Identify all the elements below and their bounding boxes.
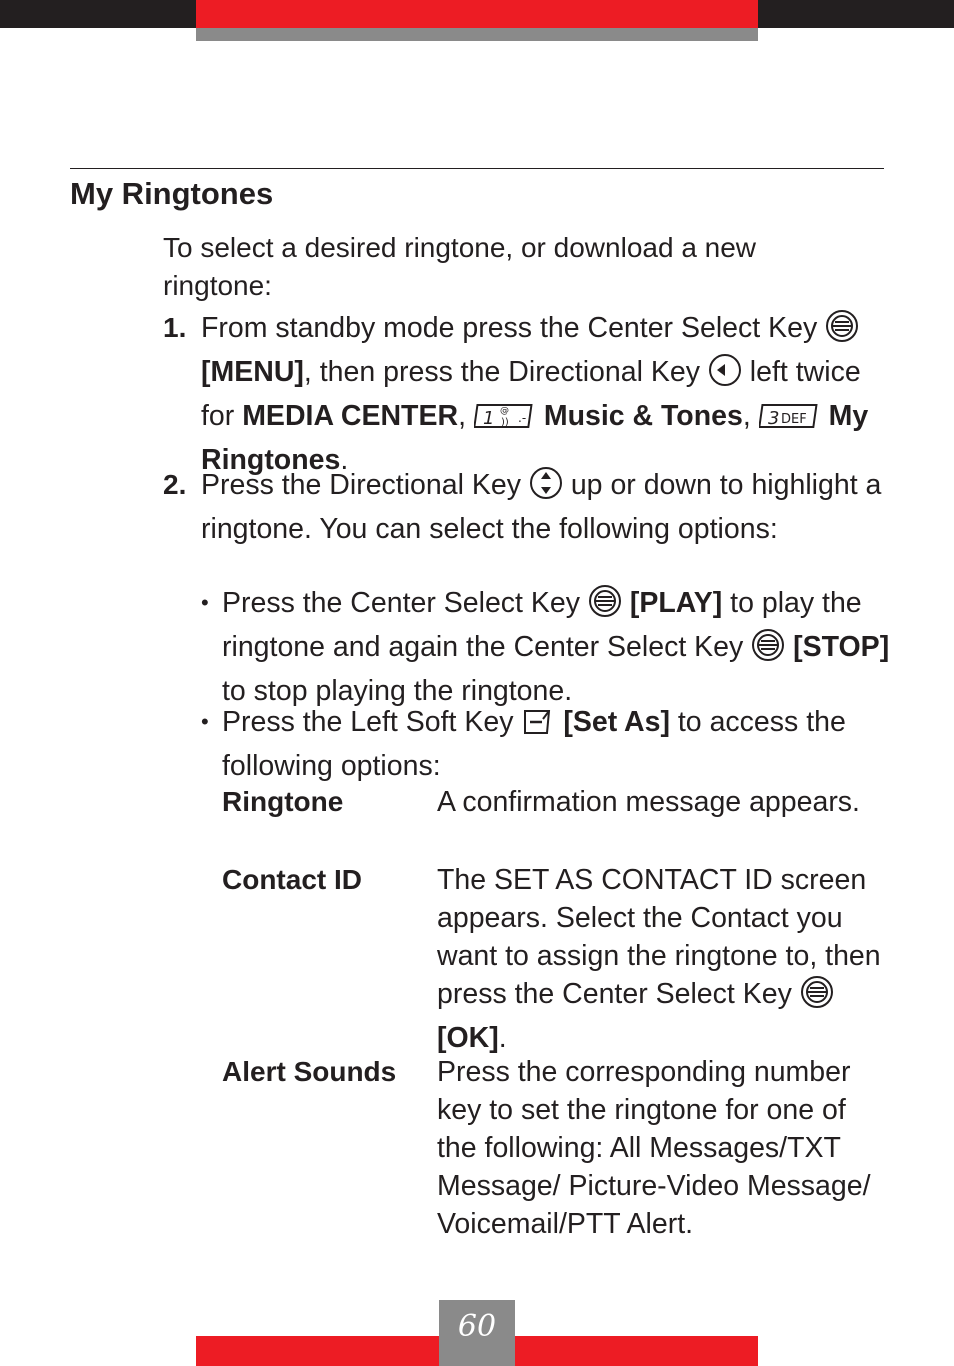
directional-key-left-icon bbox=[708, 353, 742, 397]
key-1-icon bbox=[474, 401, 536, 441]
bullet-text: to play the ringtone and again the Center Select Key bbox=[222, 587, 862, 663]
bullet-text: to stop playing the ringtone. bbox=[222, 675, 573, 707]
stop-key-label: [STOP] bbox=[793, 631, 890, 663]
svg-text:1: 1 bbox=[482, 408, 495, 429]
option-term-ringtone: Ringtone bbox=[222, 786, 344, 817]
page-number: 60 bbox=[457, 1309, 497, 1344]
option-term-contact-id: Contact ID bbox=[222, 864, 362, 895]
step-text: , then press the Directional Key bbox=[303, 356, 700, 388]
center-select-key-icon bbox=[588, 584, 622, 628]
svg-text:3: 3 bbox=[767, 408, 780, 429]
svg-text:DEF: DEF bbox=[780, 412, 807, 427]
bullet-text: to access the following options: bbox=[222, 706, 846, 782]
step-1 bbox=[163, 309, 888, 479]
step-text: up or down to highlight a ringtone. You can select the following options: bbox=[201, 469, 882, 545]
step-text: Press the Directional Key bbox=[201, 469, 521, 501]
step-text: From standby mode press the Center Select Key bbox=[201, 312, 818, 344]
my-ringtones-label: My Ringtones bbox=[201, 400, 869, 476]
step-text: . bbox=[340, 444, 349, 476]
set-as-key-label: [Set As] bbox=[563, 706, 670, 738]
option-def-text: . bbox=[498, 1022, 507, 1054]
option-def-ringtone: A confirmation message appears. bbox=[437, 786, 860, 818]
option-def-alert-sounds: Press the corresponding number key to set the ringtone for one of the following: All Messages/TXT Message/ Picture-Video Message/ Voicemail/PTT Alert. bbox=[437, 1056, 871, 1240]
top-gray-band bbox=[196, 28, 758, 41]
center-select-key-icon bbox=[751, 628, 785, 672]
key-3-def-icon bbox=[759, 401, 821, 441]
menu-key-label: [MENU] bbox=[201, 356, 304, 388]
center-select-key-icon bbox=[825, 309, 859, 353]
center-select-key-icon bbox=[800, 975, 834, 1019]
bullet-dot: • bbox=[201, 590, 209, 615]
step-2 bbox=[163, 466, 888, 548]
step-number: 2. bbox=[163, 469, 187, 500]
directional-key-updown-icon bbox=[529, 466, 563, 510]
step-text: left twice for bbox=[201, 356, 861, 432]
bullet-dot: • bbox=[201, 709, 209, 734]
bullet-text: Press the Left Soft Key bbox=[222, 706, 514, 738]
step-number: 1. bbox=[163, 312, 187, 343]
svg-text:@: @ bbox=[499, 406, 509, 416]
option-def-text: The SET AS CONTACT ID screen appears. Select the Contact you want to assign the ringtone to, then press the Center Select Key bbox=[437, 864, 881, 1010]
step-text: , bbox=[458, 400, 466, 432]
option-term-alert-sounds: Alert Sounds bbox=[222, 1056, 397, 1087]
svg-text:.-: .- bbox=[517, 411, 527, 425]
ok-key-label: [OK] bbox=[437, 1022, 499, 1054]
bullet-text: Press the Center Select Key bbox=[222, 587, 581, 619]
intro-text: To select a desired ringtone, or download a new ringtone: bbox=[163, 232, 757, 301]
play-key-label: [PLAY] bbox=[629, 587, 723, 619]
bullet-set-as bbox=[201, 703, 891, 785]
left-soft-key-icon bbox=[521, 707, 555, 747]
section-rule bbox=[70, 168, 884, 169]
step-text: , bbox=[742, 400, 751, 432]
option-def-contact-id bbox=[437, 861, 882, 1057]
media-center-label: MEDIA CENTER bbox=[242, 400, 459, 432]
page-number-tab bbox=[439, 1300, 515, 1366]
svg-text:)): )) bbox=[500, 417, 509, 428]
top-red-band bbox=[196, 0, 758, 28]
bullet-play bbox=[201, 584, 891, 710]
music-tones-label: Music & Tones bbox=[543, 400, 743, 432]
section-heading: My Ringtones bbox=[70, 176, 274, 211]
